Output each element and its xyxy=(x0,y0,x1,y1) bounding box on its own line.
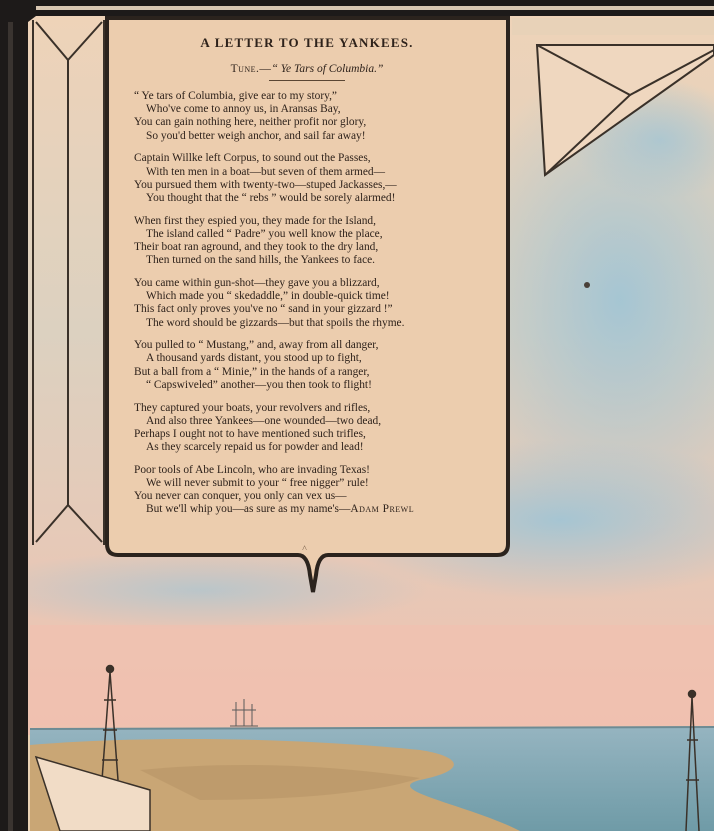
poem-line-text: Then turned on the sand hills, the Yankees to face. xyxy=(146,254,376,267)
poem-line xyxy=(134,428,506,441)
poem-line-text: You never can conquer, you only can vex us— xyxy=(134,490,347,503)
poem-stanza xyxy=(134,339,506,392)
poem-stanza xyxy=(134,277,506,330)
poem-signature: Adam Prewl xyxy=(350,503,415,516)
poem-line-text: You came within gun-shot—they gave you a blizzard, xyxy=(134,276,380,289)
poem-line-text: Their boat ran aground, and they took to the dry land, xyxy=(134,241,379,254)
poem-line-text: Which made you “ skedaddle,” in double-quick time! xyxy=(146,290,390,303)
poem-line xyxy=(134,166,506,179)
outer-border-left xyxy=(0,0,28,831)
poem-line xyxy=(134,241,506,254)
poem-line-text: You pulled to “ Mustang,” and, away from all danger, xyxy=(134,339,379,352)
ink-speck xyxy=(584,282,590,288)
poem-line xyxy=(134,303,506,316)
poem-line-text: They captured your boats, your revolvers and rifles, xyxy=(134,401,371,414)
poem-line xyxy=(134,339,506,352)
outer-border-left-inner xyxy=(8,0,13,831)
poem-line xyxy=(134,503,506,516)
poem-line-text: Captain Willke left Corpus, to sound out the Passes, xyxy=(134,152,371,165)
poem-line xyxy=(134,228,506,241)
poem-line-text: The island called “ Padre” you well know the place, xyxy=(146,227,383,240)
border-top-light xyxy=(28,6,714,10)
poem-line xyxy=(134,277,506,290)
poem-line xyxy=(134,352,506,365)
poem-line-text: “ Capswiveled” another—you then took to flight! xyxy=(146,378,372,391)
poem-line-text: So you'd better weigh anchor, and sail far away! xyxy=(146,129,366,142)
poem-line xyxy=(134,441,506,454)
poem-line xyxy=(134,402,506,415)
ornament-mark: ˄ xyxy=(302,543,308,553)
poem-line-text: This fact only proves you've no “ sand in your gizzard !” xyxy=(134,303,393,316)
poem-tune xyxy=(104,63,510,75)
poem-line-text: With ten men in a boat—but seven of them armed— xyxy=(146,165,385,178)
poem-line-text: You thought that the “ rebs ” would be sorely alarmed! xyxy=(146,191,396,204)
poem-line-text: But a ball from a “ Minie,” in the hands of a ranger, xyxy=(134,365,370,378)
poem-line-text: Who've come to annoy us, in Aransas Bay, xyxy=(146,103,341,116)
poem-line-text: We will never submit to your “ free nigger” rule! xyxy=(146,477,369,490)
poem-line xyxy=(134,116,506,129)
poem-stanza xyxy=(134,464,506,517)
poem-line xyxy=(134,477,506,490)
poem-line xyxy=(134,379,506,392)
poem-line xyxy=(134,179,506,192)
poem-line-text: As they scarcely repaid us for powder and lead! xyxy=(146,441,364,454)
poem-line xyxy=(134,152,506,165)
poem-line-text: When first they espied you, they made for the Island, xyxy=(134,214,376,227)
tune-label: Tune.— xyxy=(230,63,272,75)
poem-stanza xyxy=(134,402,506,455)
poem-card xyxy=(104,17,510,562)
poem-line-text: Poor tools of Abe Lincoln, who are invading Texas! xyxy=(134,463,370,476)
poem-line-text: You pursued them with twenty-two—stuped Jackasses,— xyxy=(134,178,397,191)
poem-line xyxy=(134,254,506,267)
poem-line-text: Perhaps I ought not to have mentioned such trifles, xyxy=(134,427,366,440)
poem-line-text: The word should be gizzards—but that spoils the rhyme. xyxy=(146,316,405,329)
poem-line-text: But we'll whip you—as sure as my name's— xyxy=(146,503,351,516)
tune-name: “ Ye Tars of Columbia.” xyxy=(271,63,384,75)
poem-title: A LETTER TO THE YANKEES. xyxy=(200,35,414,50)
corner-ornament xyxy=(0,0,36,22)
poem-line xyxy=(134,192,506,205)
poem-line xyxy=(134,130,506,143)
poem-line xyxy=(134,103,506,116)
poem-stanza xyxy=(134,215,506,268)
poem-line xyxy=(134,90,506,103)
poem-line-text: And also three Yankees—one wounded—two dead, xyxy=(146,414,382,427)
poem-line xyxy=(134,366,506,379)
title-rule xyxy=(269,80,345,81)
poem-line xyxy=(134,215,506,228)
poem-line xyxy=(134,317,506,330)
poem-stanza xyxy=(134,152,506,205)
poem-line-text: You can gain nothing here, neither profit nor glory, xyxy=(134,116,367,129)
poem-line xyxy=(134,490,506,503)
poem-stanzas xyxy=(134,90,506,526)
poem-line-text: “ Ye tars of Columbia, give ear to my story,” xyxy=(134,90,337,102)
poem-line xyxy=(134,464,506,477)
sunset-band xyxy=(30,625,714,725)
poem-line xyxy=(134,290,506,303)
poem-stanza xyxy=(134,90,506,143)
poem-line xyxy=(134,415,506,428)
poem-line-text: A thousand yards distant, you stood up to fight, xyxy=(146,352,362,365)
